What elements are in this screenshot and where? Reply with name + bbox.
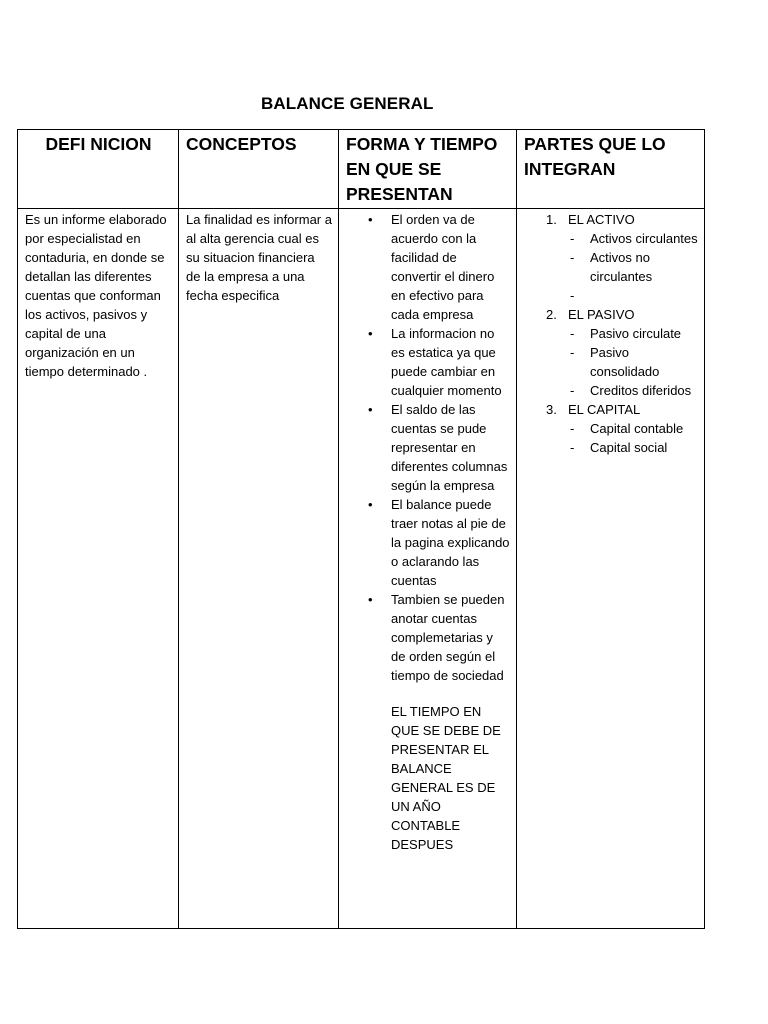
- bullet-icon: •: [368, 402, 373, 417]
- header-conceptos: CONCEPTOS: [179, 130, 339, 209]
- partes-sub-text: Capital social: [590, 440, 668, 455]
- partes-sublist: [568, 229, 698, 305]
- dash-icon: -: [570, 421, 575, 436]
- forma-bullet-item: [346, 590, 510, 685]
- partes-group: [524, 210, 698, 305]
- partes-sub-item: [568, 324, 698, 343]
- forma-bullet-item: [346, 210, 510, 324]
- partes-group-label: EL ACTIVO: [568, 212, 635, 227]
- partes-sublist: [568, 324, 698, 400]
- forma-bullet-item: [346, 495, 510, 590]
- partes-sub-item: [568, 381, 698, 400]
- partes-group-number: 3.: [546, 402, 557, 417]
- partes-sub-text: Pasivo circulate: [590, 326, 682, 341]
- forma-bullet-text: Tambien se pueden anotar cuentas complemetarias y de orden según el tiempo de sociedad: [391, 592, 505, 683]
- partes-group-number: 2.: [546, 307, 557, 322]
- definicion-text: Es un informe elaborado por especialistad en contaduria, en donde se detallan las diferentes cuentas que conforman los activos, pasivos y capital de una organización en un tiempo determinado .: [25, 212, 167, 379]
- partes-group-number: 1.: [546, 212, 557, 227]
- dash-icon: -: [570, 288, 575, 303]
- bullet-icon: •: [368, 212, 373, 227]
- partes-group: [524, 400, 698, 457]
- forma-bullet-text: El orden va de acuerdo con la facilidad de convertir el dinero en efectivo para cada empresa: [391, 212, 495, 322]
- partes-sublist: [568, 419, 698, 457]
- partes-sub-text: [590, 288, 594, 303]
- header-forma: FORMA Y TIEMPO EN QUE SE PRESENTAN: [339, 130, 517, 209]
- partes-list: [524, 210, 698, 457]
- partes-sub-text: Pasivo consolidado: [590, 345, 660, 379]
- dash-icon: -: [570, 250, 575, 265]
- partes-sub-text: Capital contable: [590, 421, 684, 436]
- forma-cell: [339, 209, 517, 929]
- partes-group-label: EL CAPITAL: [568, 402, 641, 417]
- forma-bullet-text: La informacion no es estatica ya que puede cambiar en cualquier momento: [391, 326, 502, 398]
- partes-sub-item: [568, 248, 698, 286]
- partes-sub-text: Activos no circulantes: [590, 250, 653, 284]
- bullet-icon: •: [368, 326, 373, 341]
- bullet-icon: •: [368, 497, 373, 512]
- partes-sub-text: Activos circulantes: [590, 231, 698, 246]
- dash-icon: -: [570, 440, 575, 455]
- forma-bullet-text: El balance puede traer notas al pie de la pagina explicando o aclarando las cuentas: [391, 497, 510, 588]
- bullet-icon: •: [368, 592, 373, 607]
- content-row: [18, 209, 705, 929]
- partes-cell: [517, 209, 705, 929]
- partes-group: [524, 305, 698, 400]
- partes-sub-item: [568, 286, 698, 305]
- balance-table: [17, 129, 705, 929]
- conceptos-text: La finalidad es informar a al alta gerencia cual es su situacion financiera de la empresa a una fecha especifica: [186, 212, 332, 303]
- forma-bullet-item: [346, 400, 510, 495]
- header-partes: PARTES QUE LO INTEGRAN: [517, 130, 705, 209]
- partes-sub-item: [568, 419, 698, 438]
- partes-sub-text: Creditos diferidos: [590, 383, 692, 398]
- partes-sub-item: [568, 343, 698, 381]
- header-row: [18, 130, 705, 209]
- dash-icon: -: [570, 383, 575, 398]
- document-title: BALANCE GENERAL: [261, 94, 434, 113]
- partes-sub-item: [568, 229, 698, 248]
- partes-sub-item: [568, 438, 698, 457]
- forma-bullet-text: El saldo de las cuentas se pude representar en diferentes columnas según la empresa: [391, 402, 508, 493]
- dash-icon: -: [570, 326, 575, 341]
- header-definicion: DEFI NICION: [18, 130, 179, 209]
- dash-icon: -: [570, 345, 575, 360]
- definicion-cell: [18, 209, 179, 929]
- forma-note: EL TIEMPO EN QUE SE DEBE DE PRESENTAR EL BALANCE GENERAL ES DE UN AÑO CONTABLE DESPUES: [391, 704, 501, 852]
- conceptos-cell: [179, 209, 339, 929]
- forma-list: [346, 210, 510, 685]
- forma-bullet-item: [346, 324, 510, 400]
- partes-group-label: EL PASIVO: [568, 307, 635, 322]
- dash-icon: -: [570, 231, 575, 246]
